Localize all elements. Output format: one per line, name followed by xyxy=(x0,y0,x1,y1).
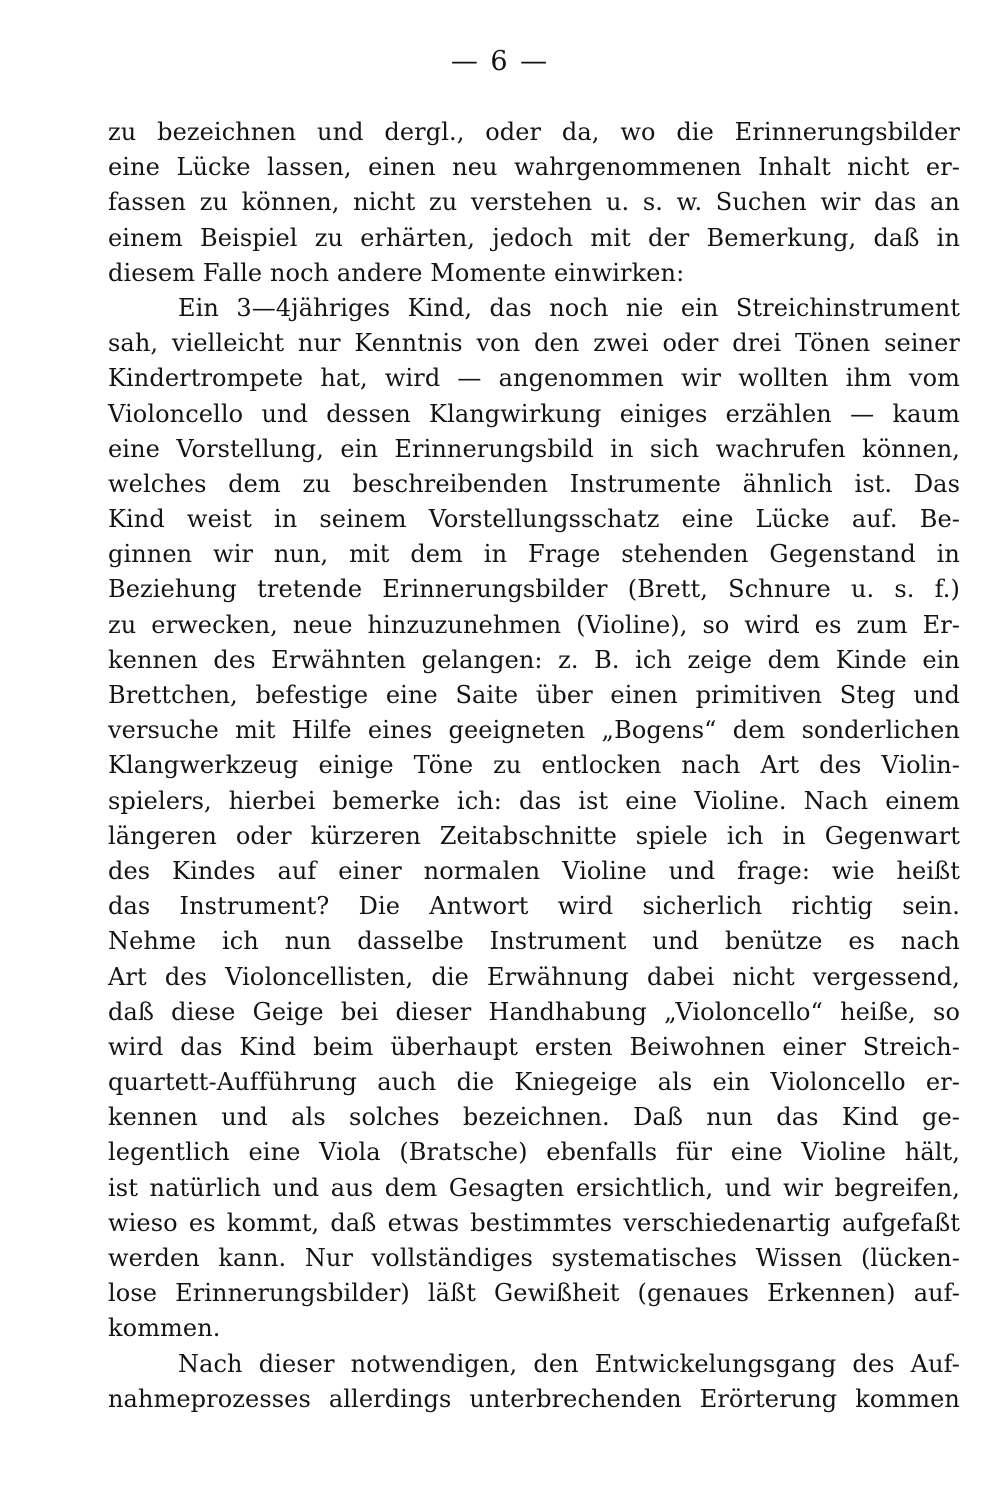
text-line: wird das Kind beim überhaupt ersten Beiwohnen einer Streich- xyxy=(108,1032,960,1061)
text-line: Klangwerkzeug einige Töne zu entlocken nach Art des Violin- xyxy=(108,751,960,780)
paragraph-2 xyxy=(108,291,960,1347)
text-line: spielers, hierbei bemerke ich: das ist eine Violine. Nach einem xyxy=(108,786,960,815)
text-line: Nach dieser notwendigen, den Entwickelungsgang des Auf- xyxy=(178,1349,960,1378)
paragraph-1 xyxy=(108,115,960,291)
text-line: wieso es kommt, daß etwas bestimmtes verschiedenartig aufgefaßt xyxy=(108,1208,960,1237)
text-line: Brettchen, befestige eine Saite über einen primitiven Steg und xyxy=(108,681,960,709)
page-number: — 6 — xyxy=(450,46,550,77)
paragraph-3 xyxy=(108,1347,960,1417)
text-line: ist natürlich und aus dem Gesagten ersichtlich, und wir begreifen, xyxy=(108,1173,960,1202)
text-line: zu erwecken, neue hinzuzunehmen (Violine), so wird es zum Er- xyxy=(108,610,960,639)
text-line: fassen zu können, nicht zu verstehen u. s. w. Suchen wir das an xyxy=(108,188,960,217)
text-line: des Kindes auf einer normalen Violine und frage: wie heißt xyxy=(108,856,960,885)
text-line: eine Vorstellung, ein Erinnerungsbild in sich wachrufen können, xyxy=(108,434,960,463)
body-text xyxy=(108,115,960,1417)
text-line: Kind weist in seinem Vorstellungsschatz eine Lücke auf. Be- xyxy=(108,505,960,534)
text-line: Kindertrompete hat, wird — angenommen wir wollten ihm vom xyxy=(108,364,960,393)
text-line: Violoncello und dessen Klangwirkung einiges erzählen — kaum xyxy=(108,399,960,428)
text-line: werden kann. Nur vollständiges systematisches Wissen (lücken- xyxy=(108,1244,960,1272)
text-line: eine Lücke lassen, einen neu wahrgenommenen Inhalt nicht er- xyxy=(108,153,960,182)
text-line: Art des Violoncellisten, die Erwähnung dabei nicht vergessend, xyxy=(108,962,960,991)
text-line: legentlich eine Viola (Bratsche) ebenfalls für eine Violine hält, xyxy=(108,1138,960,1167)
text-line: Beziehung tretende Erinnerungsbilder (Brett, Schnure u. s. f.) xyxy=(108,575,960,604)
text-line: diesem Falle noch andere Momente einwirken: xyxy=(108,258,685,287)
text-line: längeren oder kürzeren Zeitabschnitte spiele ich in Gegenwart xyxy=(108,821,960,850)
text-line: kennen und als solches bezeichnen. Daß nun das Kind ge- xyxy=(108,1103,960,1132)
text-line: Nehme ich nun dasselbe Instrument und benütze es nach xyxy=(108,927,960,956)
text-line: Ein 3—4jähriges Kind, das noch nie ein Streichinstrument xyxy=(178,293,960,322)
text-line: zu bezeichnen und dergl., oder da, wo die Erinnerungsbilder xyxy=(108,118,960,146)
text-line: versuche mit Hilfe eines geeigneten „Bogens“ dem sonderlichen xyxy=(108,716,960,745)
text-line: einem Beispiel zu erhärten, jedoch mit der Bemerkung, daß in xyxy=(108,223,960,252)
text-line: sah, vielleicht nur Kenntnis von den zwei oder drei Tönen seiner xyxy=(108,329,960,358)
text-line: daß diese Geige bei dieser Handhabung „Violoncello“ heiße, so xyxy=(108,997,960,1026)
text-line: welches dem zu beschreibenden Instrumente ähnlich ist. Das xyxy=(108,469,960,498)
text-line: nahmeprozesses allerdings unterbrechenden Erörterung kommen xyxy=(108,1384,960,1413)
text-line: ginnen wir nun, mit dem in Frage stehenden Gegenstand in xyxy=(108,540,960,569)
text-line: quartett-Aufführung auch die Kniegeige als ein Violoncello er- xyxy=(108,1068,960,1097)
text-line: kommen. xyxy=(108,1314,221,1343)
text-line: lose Erinnerungsbilder) läßt Gewißheit (genaues Erkennen) auf- xyxy=(108,1279,960,1308)
text-line: kennen des Erwähnten gelangen: z. B. ich zeige dem Kinde ein xyxy=(108,645,960,674)
text-line: das Instrument? Die Antwort wird sicherlich richtig sein. xyxy=(108,892,960,921)
